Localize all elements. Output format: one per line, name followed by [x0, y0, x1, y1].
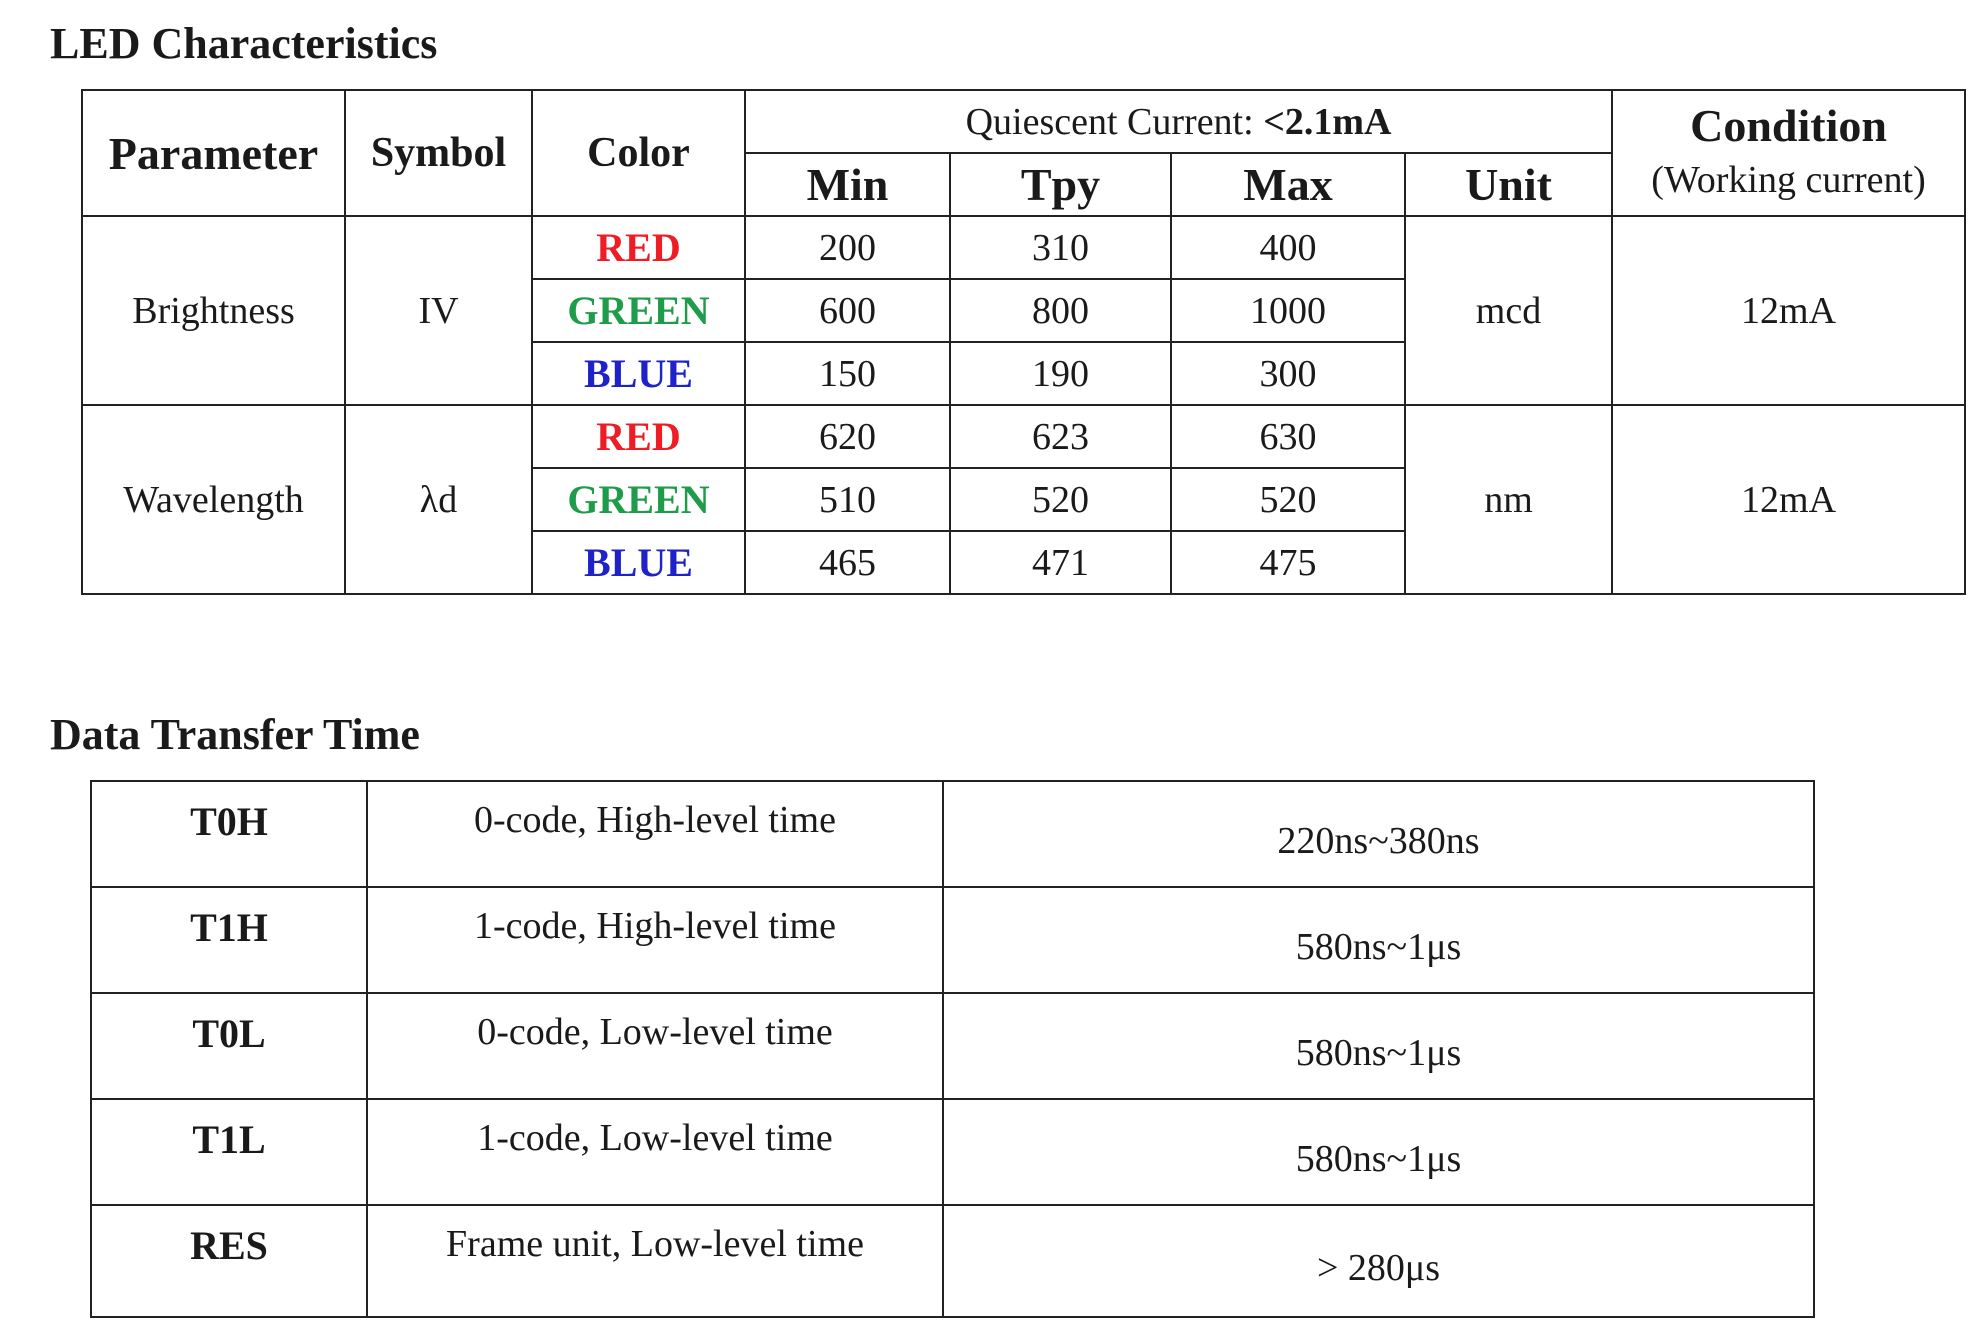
- condition-cell: 12mA: [1612, 405, 1965, 594]
- timing-description-cell: 0-code, Low-level time: [367, 993, 943, 1099]
- led-characteristics-table: [81, 89, 1966, 595]
- color-cell: BLUE: [532, 342, 745, 405]
- typ-cell: 190: [950, 342, 1171, 405]
- typ-cell: 310: [950, 216, 1171, 279]
- timing-value-cell: 580ns~1μs: [943, 993, 1814, 1099]
- condition-sublabel: (Working current): [1651, 159, 1926, 201]
- table-row: [91, 781, 1814, 887]
- header-typ: Tpy: [950, 153, 1171, 216]
- timing-code-cell: T0L: [91, 993, 367, 1099]
- min-cell: 465: [745, 531, 950, 594]
- color-cell: RED: [532, 216, 745, 279]
- timing-value-cell: 580ns~1μs: [943, 887, 1814, 993]
- min-cell: 510: [745, 468, 950, 531]
- timing-code-cell: T0H: [91, 781, 367, 887]
- timing-code-cell: RES: [91, 1205, 367, 1317]
- data-transfer-time-heading: Data Transfer Time: [50, 710, 420, 759]
- timing-value-cell: 220ns~380ns: [943, 781, 1814, 887]
- typ-cell: 800: [950, 279, 1171, 342]
- typ-cell: 520: [950, 468, 1171, 531]
- timing-description-cell: Frame unit, Low-level time: [367, 1205, 943, 1317]
- header-unit: Unit: [1405, 153, 1612, 216]
- timing-code-cell: T1L: [91, 1099, 367, 1205]
- data-transfer-time-table: [90, 780, 1815, 1318]
- min-cell: 600: [745, 279, 950, 342]
- max-cell: 630: [1171, 405, 1405, 468]
- table-row: [91, 993, 1814, 1099]
- timing-description-cell: 1-code, High-level time: [367, 887, 943, 993]
- unit-cell: mcd: [1405, 216, 1612, 405]
- timing-description-cell: 1-code, Low-level time: [367, 1099, 943, 1205]
- min-cell: 150: [745, 342, 950, 405]
- max-cell: 475: [1171, 531, 1405, 594]
- min-cell: 620: [745, 405, 950, 468]
- timing-code-cell: T1H: [91, 887, 367, 993]
- timing-value-cell: 580ns~1μs: [943, 1099, 1814, 1205]
- table-row: [91, 1205, 1814, 1317]
- color-cell: RED: [532, 405, 745, 468]
- max-cell: 520: [1171, 468, 1405, 531]
- led-characteristics-heading: LED Characteristics: [50, 19, 438, 68]
- max-cell: 1000: [1171, 279, 1405, 342]
- header-quiescent-current: [745, 90, 1612, 153]
- header-color: Color: [532, 90, 745, 216]
- max-cell: 300: [1171, 342, 1405, 405]
- header-parameter: Parameter: [82, 90, 345, 216]
- symbol-cell: λd: [345, 405, 532, 594]
- parameter-cell: Wavelength: [82, 405, 345, 594]
- quiescent-value: <2.1mA: [1263, 100, 1392, 143]
- table-row: [82, 216, 1965, 279]
- min-cell: 200: [745, 216, 950, 279]
- condition-label: Condition: [1690, 100, 1887, 151]
- symbol-cell: IV: [345, 216, 532, 405]
- timing-value-cell: > 280μs: [943, 1205, 1814, 1317]
- color-cell: BLUE: [532, 531, 745, 594]
- timing-description-cell: 0-code, High-level time: [367, 781, 943, 887]
- header-symbol: Symbol: [345, 90, 532, 216]
- max-cell: 400: [1171, 216, 1405, 279]
- header-min: Min: [745, 153, 950, 216]
- color-cell: GREEN: [532, 279, 745, 342]
- color-cell: GREEN: [532, 468, 745, 531]
- typ-cell: 471: [950, 531, 1171, 594]
- quiescent-label: Quiescent Current:: [965, 100, 1264, 143]
- header-condition: [1612, 90, 1965, 216]
- table-row: [82, 405, 1965, 468]
- table-row: [91, 1099, 1814, 1205]
- parameter-cell: Brightness: [82, 216, 345, 405]
- header-max: Max: [1171, 153, 1405, 216]
- table-row: [91, 887, 1814, 993]
- typ-cell: 623: [950, 405, 1171, 468]
- unit-cell: nm: [1405, 405, 1612, 594]
- condition-cell: 12mA: [1612, 216, 1965, 405]
